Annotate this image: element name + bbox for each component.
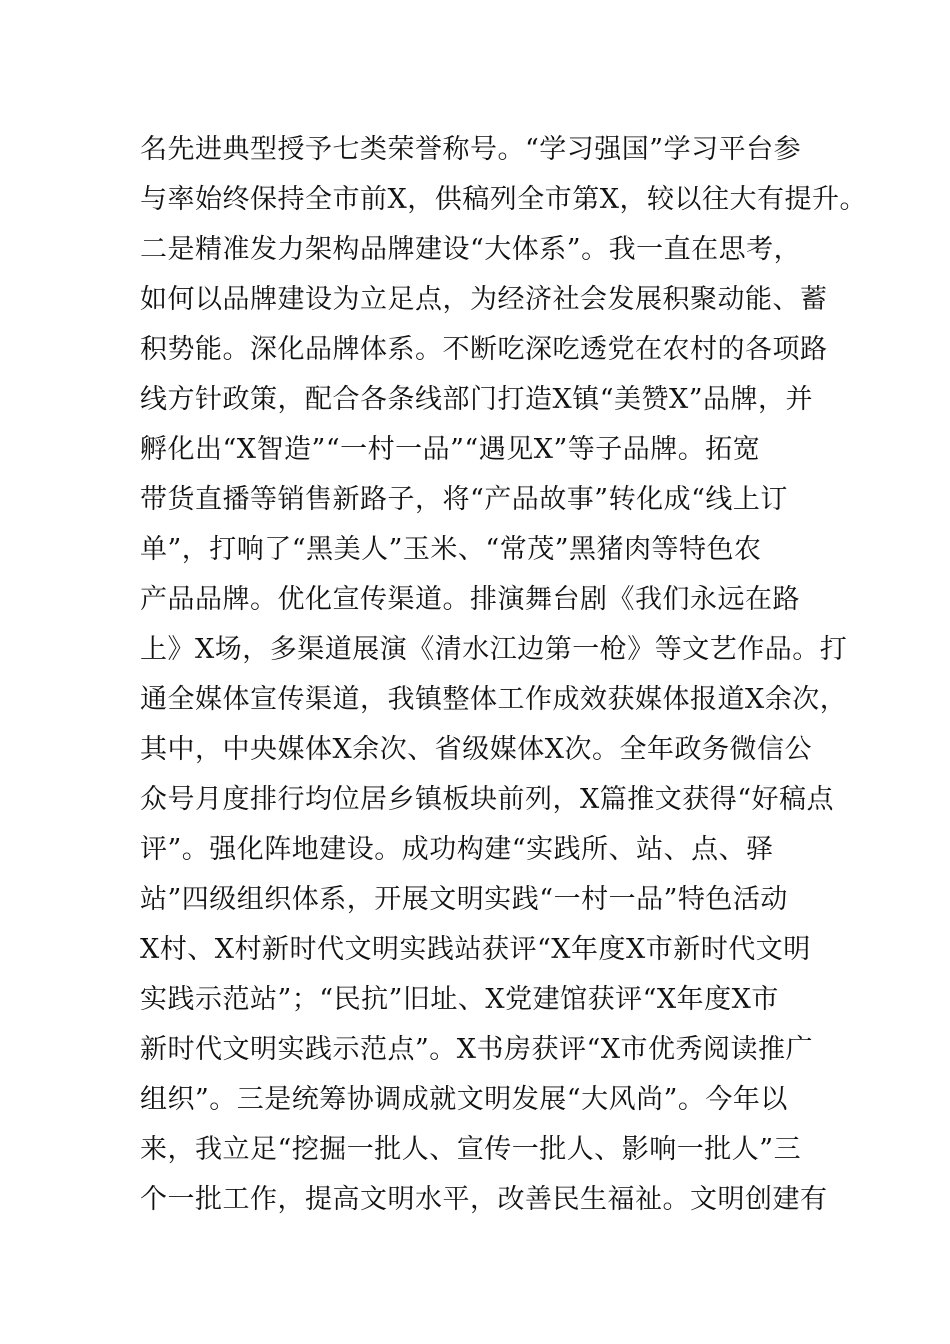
text-line-3: 二是精准发力架构品牌建设“大体系”。我一直在思考， — [140, 234, 802, 265]
text-line-18: 实践示范站”；“民抗”旧址、X党建馆获评“X年度X市 — [140, 984, 779, 1015]
text-line-8: 带货直播等销售新路子，将“产品故事”转化成“线上订 — [140, 484, 788, 515]
text-line-22: 个一批工作，提高文明水平，改善民生福祉。文明创建有 — [140, 1184, 828, 1215]
text-line-11: 上》X场，多渠道展演《清水江边第一枪》等文艺作品。打 — [140, 634, 848, 665]
text-line-5: 积势能。深化品牌体系。不断吃深吃透党在农村的各项路 — [140, 334, 828, 365]
text-line-14: 众号月度排行均位居乡镇板块前列，X篇推文获得“好稿点 — [140, 784, 835, 815]
text-line-4: 如何以品牌建设为立足点，为经济社会发展积聚动能、蓄 — [140, 284, 828, 315]
text-line-12: 通全媒体宣传渠道，我镇整体工作成效获媒体报道X余次， — [140, 684, 848, 715]
text-line-15: 评”。强化阵地建设。成功构建“实践所、站、点、驿 — [140, 834, 774, 865]
text-line-2: 与率始终保持全市前X，供稿列全市第X，较以往大有提升。 — [140, 184, 867, 215]
text-line-16: 站”四级组织体系，开展文明实践“一村一品”特色活动 — [140, 884, 788, 915]
text-line-21: 来，我立足“挖掘一批人、宣传一批人、影响一批人”三 — [140, 1134, 802, 1165]
text-line-7: 孵化出“X智造”“一村一品”“遇见X”等子品牌。拓宽 — [140, 434, 761, 465]
body-text — [140, 125, 867, 1225]
text-line-13: 其中，中央媒体X余次、省级媒体X次。全年政务微信公 — [140, 734, 812, 765]
text-line-17: X村、X村新时代文明实践站获评“X年度X市新时代文明 — [140, 934, 811, 965]
text-line-6: 线方针政策，配合各条线部门打造X镇“美赞X”品牌，并 — [140, 384, 814, 415]
text-line-10: 产品品牌。优化宣传渠道。排演舞台剧《我们永远在路 — [140, 584, 800, 615]
text-line-9: 单”，打响了“黑美人”玉米、“常茂”黑猪肉等特色农 — [140, 534, 762, 565]
text-line-1: 名先进典型授予七类荣誉称号。“学习强国”学习平台参 — [140, 134, 802, 165]
text-line-20: 组织”。三是统筹协调成就文明发展“大风尚”。今年以 — [140, 1084, 788, 1115]
text-line-19: 新时代文明实践示范点”。X书房获评“X市优秀阅读推广 — [140, 1034, 814, 1065]
